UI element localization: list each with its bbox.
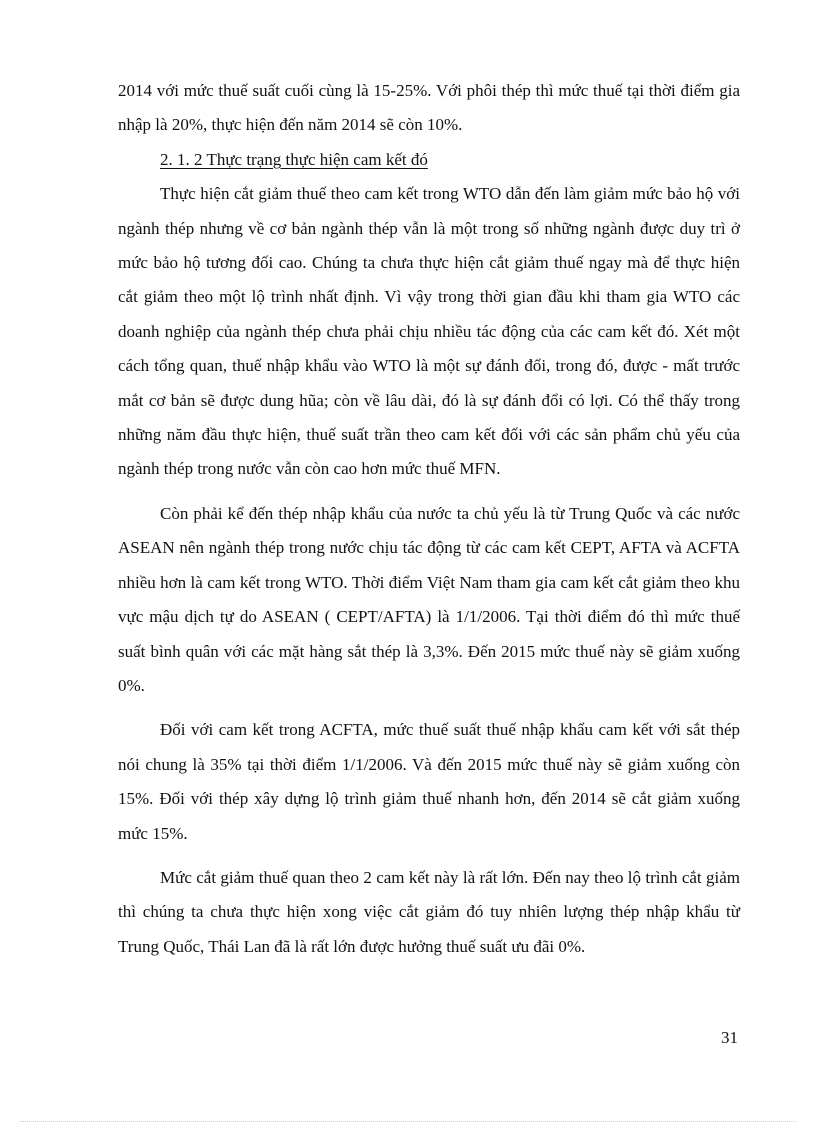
paragraph-spacer <box>118 487 740 497</box>
page-number: 31 <box>721 1028 738 1047</box>
paragraph-spacer <box>118 703 740 713</box>
section-heading-text: 2. 1. 2 Thực trạng thực hiện cam kết đó <box>160 149 428 169</box>
intro-paragraph: 2014 với mức thuế suất cuối cùng là 15-25%. Với phôi thép thì mức thuế tại thời điểm gia nhập là 20%, thực hiện đến năm 2014 sẽ còn 10%. <box>118 81 740 135</box>
paragraph-spacer <box>118 851 740 861</box>
paragraph-2: Còn phải kể đến thép nhập khẩu của nước ta chủ yếu là từ Trung Quốc và các nước ASEAN nên ngành thép trong nước chịu tác động từ các cam kết CEPT, AFTA và ACFTA nhiều hơn là cam kết trong WTO. Thời điểm Việt Nam tham gia cam kết cắt giảm theo khu vực mậu dịch tự do ASEAN ( CEPT/AFTA) là 1/1/2006. Tại thời điểm đó thì mức thuế suất bình quân với các mặt hàng sắt thép là 3,3%. Đến 2015 mức thuế này sẽ giảm xuống 0%. <box>118 503 740 695</box>
paragraph-4: Mức cắt giảm thuế quan theo 2 cam kết này là rất lớn. Đến nay theo lộ trình cắt giảm thì chúng ta chưa thực hiện xong việc cắt giảm đó tuy nhiên lượng thép nhập khẩu từ Trung Quốc, Thái Lan đã là rất lớn được hưởng thuế suất ưu đãi 0%. <box>118 867 740 956</box>
paragraph-1: Thực hiện cắt giảm thuế theo cam kết trong WTO dẫn đến làm giảm mức bảo hộ với ngành thép nhưng về cơ bản ngành thép vẫn là một trong số những ngành được duy trì ở mức bảo hộ tương đối cao. Chúng ta chưa thực hiện cắt giảm thuế ngay mà để thực hiện cắt giảm theo một lộ trình nhất định. Vì vậy trong thời gian đầu khi tham gia WTO các doanh nghiệp của ngành thép chưa phải chịu nhiều tác động của các cam kết đó. Xét một cách tổng quan, thuế nhập khẩu vào WTO là một sự đánh đổi, trong đó, được - mất trước mắt cơ bản sẽ được dung hũa; còn về lâu dài, đó là sự đánh đổi có lợi. Có thể thấy trong những năm đầu thực hiện, thuế suất trần theo cam kết đối với các sản phẩm chủ yếu của ngành thép trong nước vẫn còn cao hơn mức thuế MFN. <box>118 184 740 479</box>
page-bottom-divider <box>20 1121 796 1122</box>
paragraph-3: Đối với cam kết trong ACFTA, mức thuế suất thuế nhập khẩu cam kết với sắt thép nói chung là 35% tại thời điểm 1/1/2006. Và đến 2015 mức thuế này sẽ giảm xuống còn 15%. Đối với thép xây dựng lộ trình giảm thuế nhanh hơn, đến 2014 sẽ cắt giảm xuống mức 15%. <box>118 720 740 843</box>
section-heading <box>118 143 740 177</box>
document-body <box>118 74 740 964</box>
